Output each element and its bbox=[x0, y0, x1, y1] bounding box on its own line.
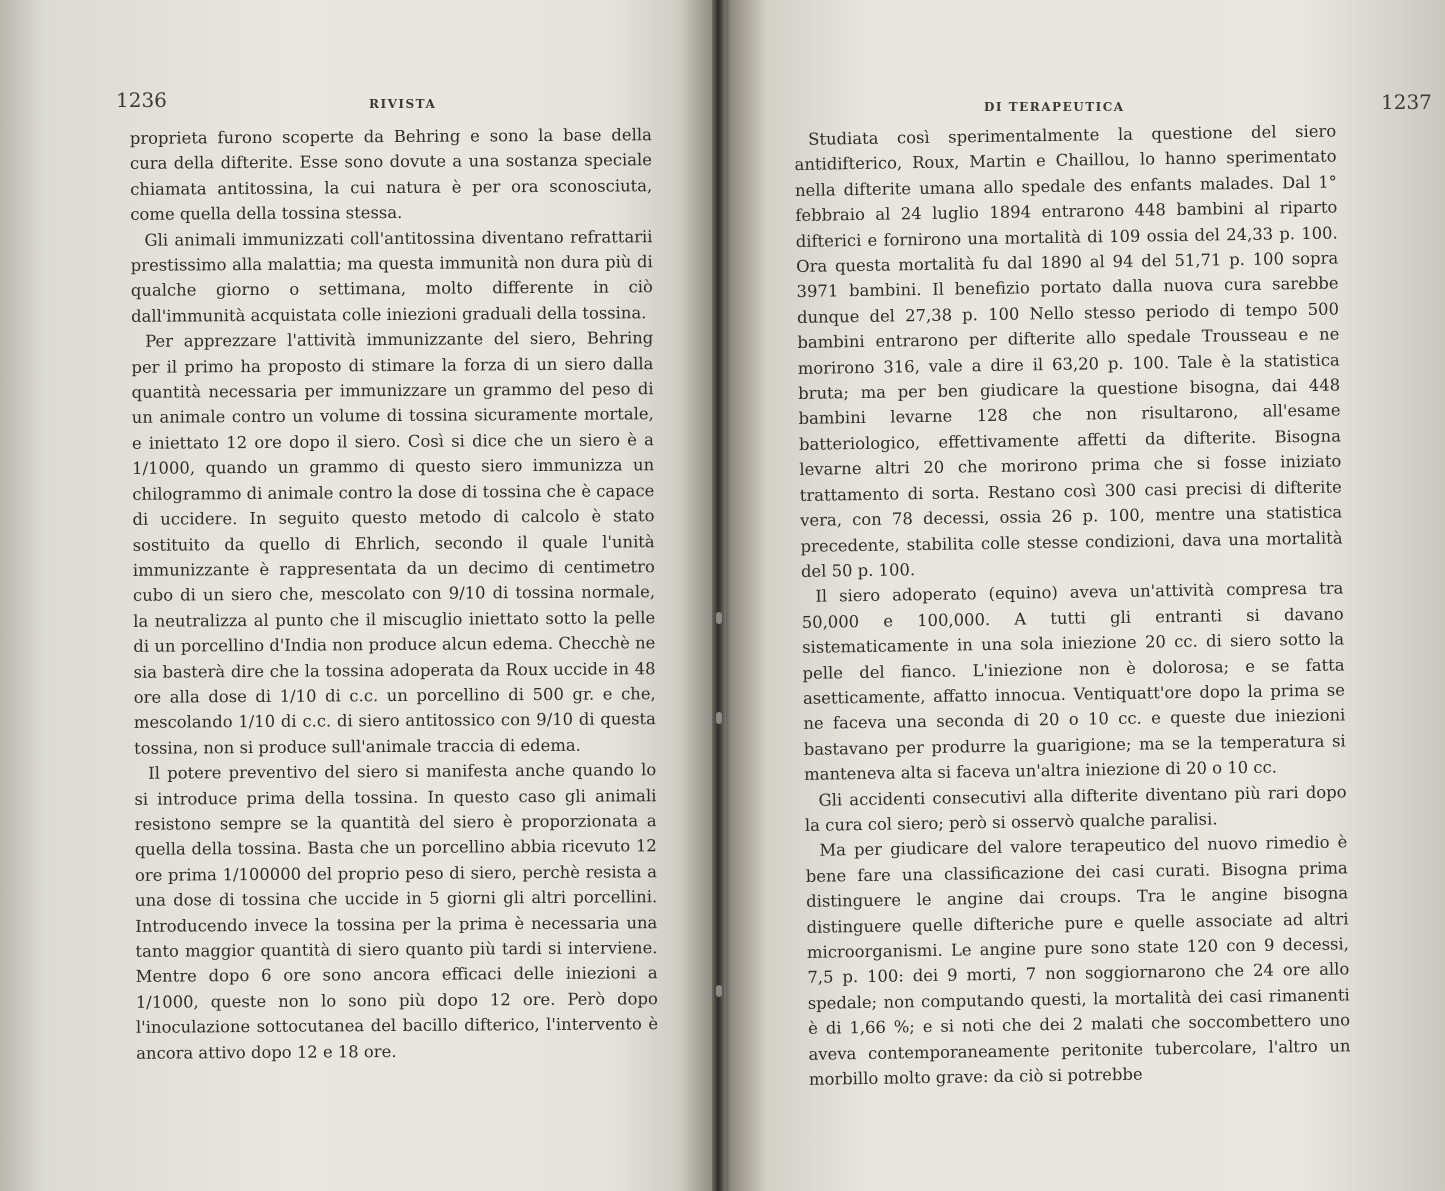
paragraph: Per apprezzare l'attività immunizzante del siero, Behring per il primo ha proposto di stimare la forza di un siero dalla quantità necessaria per immunizzare un grammo del peso di un animale contro un volume di tossina sicuramente mortale, e iniettato 12 ore dopo il siero. Così si dice che un siero è a 1/1000, quando un grammo di questo siero immunizza un chilogrammo di animale contro la dose di tossina che è capace di uccidere. In seguito questo metodo di calcolo è stato sostituito da quello di Ehrlich, secondo il quale l'unità immunizzante è rappresentata da un decimo di centimetro cubo di un siero che, mescolato con 9/10 di tossina normale, la neutralizza al punto che il miscuglio iniettato sotto la pelle di un porcellino d'India non produce alcun edema. Checchè ne sia basterà dire che la tossina adoperata da Roux uccide in 48 ore alla dose di 1/10 di c.c. un porcellino di 500 gr. e che, mescolando 1/10 di c.c. di siero antitossico con 9/10 di questa tossina, non si produce sull'animale traccia di edema. bbox=[131, 328, 656, 758]
right-page-body bbox=[794, 118, 1351, 1092]
paragraph: Gli animali immunizzati coll'antitossina diventano refrattarii prestissimo alla malattia; ma questa immunità non dura più di qualche giorno o settimana, molto differente in ciò dall'immunità acquistata colle iniezioni graduali della tossina. bbox=[130, 226, 653, 326]
page-number-right: 1237 bbox=[1381, 90, 1432, 114]
page-number-left: 1236 bbox=[116, 88, 167, 112]
paragraph: Gli accidenti consecutivi alla difterite diventano più rari dopo la cura col siero; però si osservò qualche paralisi. bbox=[804, 781, 1347, 835]
left-page bbox=[0, 0, 715, 1191]
paragraph: Il potere preventivo del siero si manifesta anche quando lo si introduce prima della tossina. In questo caso gli animali resistono sempre se la quantità del siero è proporzionata a quella della tossina. Basta che un porcellino abbia ricevuto 12 ore prima 1/100000 del proprio peso di siero, perchè resista a una dose di tossina che uccide in 5 giorni gli altri porcellini. Introducendo invece la tossina per la prima è necessaria una tanto maggior quantità di siero quanto più tardi si interviene. Mentre dopo 6 ore sono ancora efficaci delle iniezioni a 1/1000, queste non lo sono più dopo 12 ore. Però dopo l'inoculazione sottocutanea del bacillo difterico, l'intervento è ancora attivo dopo 12 e 18 ore. bbox=[134, 760, 659, 1063]
paragraph: proprieta furono scoperte da Behring e sono la base della cura della difterite. Esse sono dovute a una sostanza speciale chiamata antitossina, la cui natura è per ora sconosciuta, come quella della tossina stessa. bbox=[129, 125, 653, 225]
running-head-left: RIVISTA bbox=[369, 97, 437, 111]
paragraph: Studiata così sperimentalmente la questione del siero antidifterico, Roux, Martin e Chaillou, lo hanno sperimentato nella difterite umana allo spedale des enfants malades. Dal 1° febbraio al 24 luglio 1894 entrarono 448 bambini al riparto difterici e fornirono una mortalità di 109 ossia del 24,33 p. 100. Ora questa mortalità fu dal 1890 al 94 del 51,71 p. 100 sopra 3971 bambini. Il benefizio portato dalla nuova cura sarebbe dunque del 27,38 p. 100 Nello stesso periodo di tempo 500 bambini entrarono per difterite allo spedale Trousseau e ne morirono 316, vale a dire il 63,20 p. 100. Tale è la statistica bruta; ma per ben giudicare la questione bisogna, dai 448 bambini levarne 128 che non risultarono, all'esame batteriologico, effettivamente affetti da difterite. Bisogna levarne altri 20 che morirono prima che si fosse iniziato trattamento di sorta. Restano così 300 casi precisi di difterite vera, con 78 decessi, ossia 26 p. 100, mentre una statistica precedente, stabilita colle stesse condizioni, dava una mortalità del 50 p. 100. bbox=[794, 121, 1343, 581]
running-head-right: DI TERAPEUTICA bbox=[984, 100, 1125, 114]
paragraph: Ma per giudicare del valore terapeutico del nuovo rimedio è bene fare una classificazione dei casi curati. Bisogna prima distinguere le angine dai croups. Tra le angine bisogna distinguere quelle difteriche pure e quelle associate ad altri microorganismi. Le angine pure sono state 120 con 9 decessi, 7,5 p. 100: dei 9 morti, 7 non soggiornarono che 24 ore allo spedale; non computando questi, la mortalità dei casi rimanenti è di 1,66 %; e si noti che dei 2 malati che soccombettero uno aveva contemporaneamente peritonite tubercolare, l'altro un morbillo molto grave: da ciò si potrebbe bbox=[805, 832, 1351, 1089]
paragraph: Il siero adoperato (equino) aveva un'attività compresa tra 50,000 e 100,000. A tutti gli entranti si davano sistematicamente in una sola iniezione 20 cc. di siero sotto la pelle del fianco. L'iniezione non è dolorosa; e se fatta asetticamente, affatto innocua. Ventiquatt'ore dopo la prima se ne faceva una seconda di 20 o 10 cc. e queste due iniezioni bastavano per produrre la guarigione; ma se la temperatura si manteneva alta si faceva un'altra iniezione di 20 o 10 cc. bbox=[801, 578, 1346, 785]
right-page bbox=[722, 0, 1445, 1191]
left-page-body bbox=[130, 122, 659, 1066]
